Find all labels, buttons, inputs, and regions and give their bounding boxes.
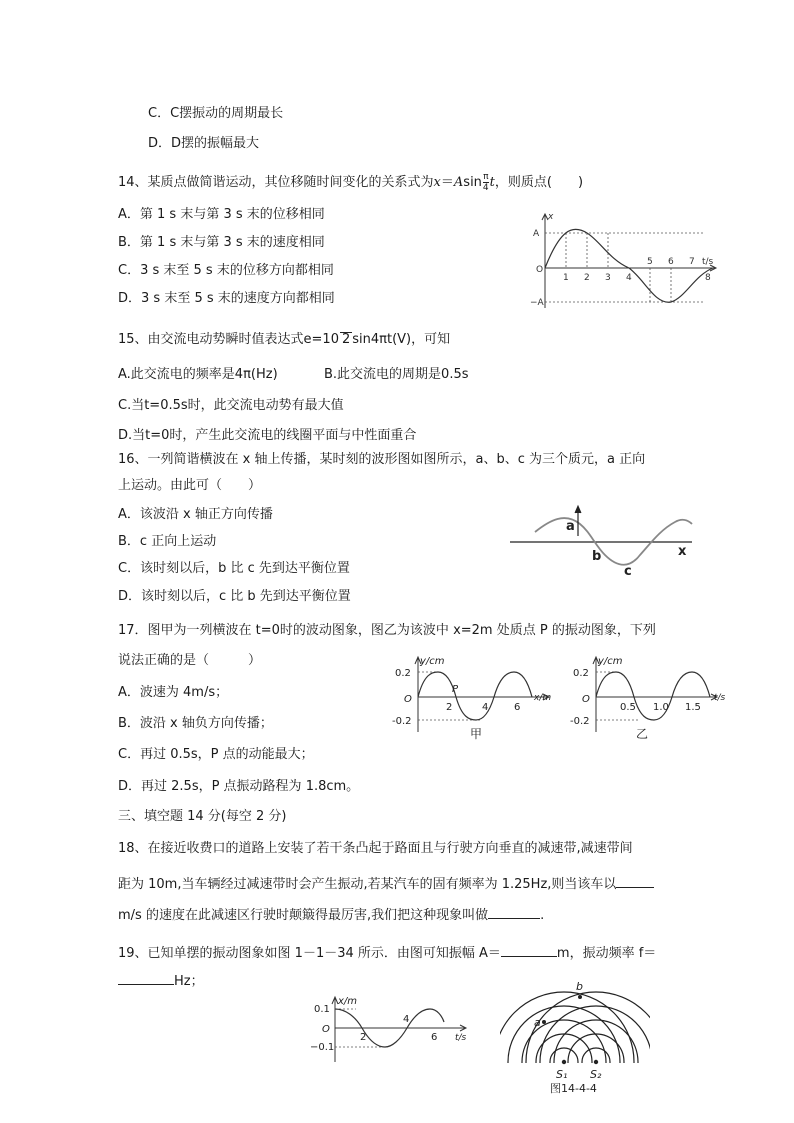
q17-yi-ylabel: y/cm bbox=[598, 656, 623, 667]
q16-stem-line2: 上运动。由此可（ ） bbox=[118, 478, 262, 493]
q14-t-label: t/s bbox=[702, 257, 714, 267]
q18-blank-speed[interactable] bbox=[616, 873, 654, 888]
q14-option-c: C．3 s 末至 5 s 末的位移方向都相同 bbox=[118, 263, 334, 278]
q16-option-d: D．该时刻以后，c 比 b 先到达平衡位置 bbox=[118, 589, 351, 604]
q16-option-b: B．c 正向上运动 bbox=[118, 534, 217, 549]
q19-line1 bbox=[118, 942, 656, 963]
q17-yi-tick: 1.0 bbox=[653, 702, 669, 713]
label-s1: S₁ bbox=[556, 1068, 568, 1081]
q18-line2-text: 距为 10m,当车辆经过减速带时会产生振动,若某汽车的固有频率为 1.25Hz,则当该车以 bbox=[118, 877, 617, 892]
q19-line2 bbox=[118, 970, 204, 991]
q17-stem-line2: 说法正确的是（ ） bbox=[118, 653, 262, 668]
q15-stem-sin: sin4 bbox=[352, 332, 380, 347]
label-a: a bbox=[534, 1016, 541, 1029]
point-b-dot bbox=[578, 995, 582, 999]
q15-option-a: A.此交流电的频率是4π(Hz) bbox=[118, 367, 278, 382]
q14-tick: 1 bbox=[563, 273, 569, 283]
q19-line1-text: 19、已知单摆的振动图象如图 1－1－34 所示．由图可知振幅 A＝ bbox=[118, 946, 501, 961]
q17-yi-neg: -0.2 bbox=[570, 716, 590, 727]
q15-stem-text: 15、由交流电动势瞬时值表达式e=10 bbox=[118, 332, 339, 347]
q19-blank-amplitude[interactable] bbox=[501, 942, 557, 957]
q14-frac-num: π bbox=[483, 172, 489, 182]
q17-jia-origin: O bbox=[404, 694, 412, 705]
q14-sine-curve bbox=[545, 229, 713, 302]
q14-option-b: B．第 1 s 末与第 3 s 末的速度相同 bbox=[118, 235, 325, 250]
q15-sqrt-value: 2 bbox=[341, 332, 351, 347]
source-s2-dot bbox=[594, 1060, 598, 1064]
q14-stem-text: 14、某质点做简谐运动，其位移随时间变化的关系式为 bbox=[118, 175, 434, 190]
q14-y-label: x bbox=[548, 212, 554, 222]
q14-displacement-graph bbox=[530, 210, 720, 310]
q18-line3-text: m/s 的速度在此减速区行驶时颠簸得最厉害,我们把这种现象叫做 bbox=[118, 908, 489, 923]
q14-tick: 2 bbox=[584, 273, 590, 283]
q17-jia-tick: 2 bbox=[446, 702, 453, 713]
q14-frac-den: 4 bbox=[482, 183, 489, 193]
q16-label-a: a bbox=[566, 519, 575, 534]
q18-line2 bbox=[118, 873, 654, 894]
q19-line1-mid: m，振动频率 f＝ bbox=[556, 946, 657, 961]
q15-option-d: D.当t=0时，产生此交流电的线圈平面与中性面重合 bbox=[118, 428, 417, 443]
q19-origin: O bbox=[322, 1024, 330, 1035]
q14-tick: 8 bbox=[705, 273, 711, 283]
label-s2: S₂ bbox=[590, 1068, 602, 1081]
q19-pos: 0.1 bbox=[314, 1004, 330, 1015]
q19-tick: 6 bbox=[431, 1032, 438, 1043]
q14-fraction bbox=[483, 172, 489, 193]
q14-tick: 6 bbox=[668, 257, 674, 267]
point-a-dot bbox=[542, 1020, 546, 1024]
q17-graph-jia bbox=[390, 652, 555, 744]
q17-yi-caption: 乙 bbox=[636, 727, 649, 741]
q17-option-b: B．波沿 x 轴负方向传播； bbox=[118, 716, 273, 731]
q17-jia-neg: -0.2 bbox=[392, 716, 412, 727]
q16-label-c: c bbox=[624, 564, 632, 579]
q15-pi: π bbox=[379, 332, 387, 347]
q17-option-d: D．再过 2.5s，P 点振动路程为 1.8cm。 bbox=[118, 779, 360, 794]
q15-stem-end: t(V)，可知 bbox=[387, 332, 451, 347]
q16-label-b: b bbox=[592, 549, 602, 564]
q17-jia-caption: 甲 bbox=[470, 727, 483, 741]
q18-line3 bbox=[118, 904, 544, 925]
q19-line2-end: Hz； bbox=[174, 974, 204, 989]
q17-graph-yi bbox=[568, 652, 733, 744]
q14-formula-t: t bbox=[489, 175, 495, 190]
q15-stem bbox=[118, 331, 450, 349]
q14-stem bbox=[118, 172, 583, 193]
q17-yi-xlabel: t/s bbox=[714, 693, 726, 703]
q17-jia-xlabel: x/m bbox=[534, 693, 552, 703]
q19-xlabel: t/s bbox=[455, 1033, 467, 1043]
q14-tick: 4 bbox=[626, 273, 632, 283]
q14-nega-label: −A bbox=[530, 298, 544, 308]
q17-option-a: A．波速为 4m/s； bbox=[118, 685, 229, 700]
q14-tick: 3 bbox=[605, 273, 611, 283]
source-s1-dot bbox=[562, 1060, 566, 1064]
q16-wave-graph bbox=[510, 500, 710, 580]
q14-option-a: A．第 1 s 末与第 3 s 末的位移相同 bbox=[118, 207, 325, 222]
q18-blank-phenomenon[interactable] bbox=[488, 904, 540, 919]
q14-formula-eq: ＝ bbox=[440, 175, 454, 190]
section-3-heading: 三、填空题 14 分(每空 2 分) bbox=[118, 809, 287, 824]
q14-tick: 7 bbox=[689, 257, 695, 267]
q17-option-c: C．再过 0.5s，P 点的动能最大； bbox=[118, 747, 314, 762]
q14-a-label: A bbox=[533, 229, 540, 239]
q17-yi-origin: O bbox=[582, 694, 590, 705]
q17-yi-pos: 0.2 bbox=[573, 668, 589, 679]
q17-jia-pos: 0.2 bbox=[395, 668, 411, 679]
q15-option-c: C.当t=0.5s时，此交流电动势有最大值 bbox=[118, 398, 344, 413]
q14-formula-x: x bbox=[433, 175, 441, 190]
q17-jia-point-p: P bbox=[452, 684, 459, 695]
interference-caption: 图14-4-4 bbox=[550, 1082, 597, 1095]
q14-option-d: D．3 s 末至 5 s 末的速度方向都相同 bbox=[118, 291, 335, 306]
q19-tick: 4 bbox=[403, 1014, 410, 1025]
q15-sqrt bbox=[340, 332, 352, 347]
q14-formula-sin: sin bbox=[463, 175, 482, 190]
q16-stem-line1: 16、一列简谐横波在 x 轴上传播，某时刻的波形图如图所示，a、b、c 为三个质元，a 正向 bbox=[118, 452, 646, 467]
q19-ylabel: x/m bbox=[338, 996, 358, 1007]
q17-jia-ylabel: y/cm bbox=[420, 656, 445, 667]
q14-tick: 5 bbox=[647, 257, 653, 267]
q19-pendulum-graph bbox=[310, 994, 470, 1064]
interference-figure bbox=[500, 978, 650, 1096]
q19-tick: 2 bbox=[360, 1032, 367, 1043]
q18-line1: 18、在接近收费口的道路上安装了若干条凸起于路面且与行驶方向垂直的减速带,减速带间 bbox=[118, 841, 633, 856]
q13-option-c: C．C摆振动的周期最长 bbox=[148, 106, 284, 121]
q13-option-d: D．D摆的振幅最大 bbox=[148, 136, 260, 151]
q14-formula-a: A bbox=[453, 175, 464, 190]
q16-arrow-head bbox=[575, 506, 581, 513]
q17-yi-tick: 0.5 bbox=[620, 702, 636, 713]
q14-origin: O bbox=[536, 265, 544, 275]
q19-neg: −0.1 bbox=[310, 1042, 335, 1053]
q17-jia-tick: 6 bbox=[514, 702, 521, 713]
q15-option-b: B.此交流电的周期是0.5s bbox=[324, 367, 469, 382]
q19-blank-frequency[interactable] bbox=[118, 970, 174, 985]
label-b: b bbox=[576, 980, 583, 993]
q14-stem-post: ，则质点( ) bbox=[494, 175, 584, 190]
q16-option-a: A．该波沿 x 轴正方向传播 bbox=[118, 507, 273, 522]
q16-option-c: C．该时刻以后，b 比 c 先到达平衡位置 bbox=[118, 561, 350, 576]
q17-yi-tick: 1.5 bbox=[685, 702, 701, 713]
q18-line3-end: . bbox=[540, 908, 545, 923]
q16-label-x: x bbox=[678, 544, 687, 559]
q17-stem-line1: 17．图甲为一列横波在 t=0时的波动图象，图乙为该波中 x=2m 处质点 P 的振动图象，下列 bbox=[118, 623, 656, 638]
q17-jia-tick: 4 bbox=[482, 702, 489, 713]
